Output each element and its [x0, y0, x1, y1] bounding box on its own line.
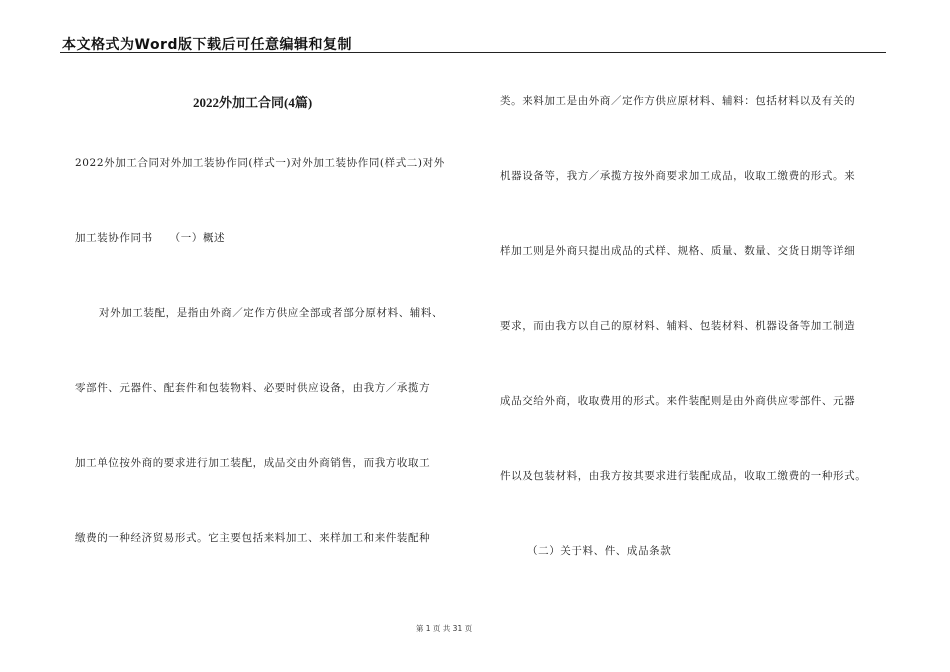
paragraph-line: 2022外加工合同对外加工装协作同(样式一)对外加工装协作同(样式二)对外	[75, 157, 445, 169]
paragraph-line: 类。来料加工是由外商／定作方供应原材料、辅料：包括材料以及有关的	[500, 95, 856, 107]
paragraph-line: 件以及包装材料，由我方按其要求进行装配成品，收取工缴费的一种形式。	[500, 470, 867, 482]
paragraph-line: 零部件、元器件、配套件和包装物料、必要时供应设备，由我方／承揽方	[75, 382, 431, 394]
document-header-banner: 本文格式为Word版下载后可任意编辑和复制	[62, 37, 352, 53]
paragraph-line: 加工装协作同书 （一）概述	[75, 232, 226, 244]
paragraph-line: 成品交给外商，收取费用的形式。来件装配则是由外商供应零部件、元器	[500, 395, 856, 407]
paragraph-line: 机器设备等，我方／承揽方按外商要求加工成品，收取工缴费的形式。来	[500, 170, 856, 182]
section-heading: （二）关于料、件、成品条款	[527, 545, 672, 557]
paragraph-line: 对外加工装配，是指由外商／定作方供应全部或者部分原材料、辅料、	[99, 307, 444, 319]
header-divider	[60, 52, 886, 53]
paragraph-line: 要求，而由我方以自己的原材料、辅料、包装材料、机器设备等加工制造	[500, 320, 856, 332]
page-number-footer: 第 1 页 共 31 页	[415, 624, 473, 633]
paragraph-line: 样加工则是外商只提出成品的式样、规格、质量、数量、交货日期等详细	[500, 245, 856, 257]
document-title: 2022外加工合同(4篇)	[193, 95, 313, 110]
paragraph-line: 加工单位按外商的要求进行加工装配，成品交由外商销售，而我方收取工	[75, 457, 431, 469]
paragraph-line: 缴费的一种经济贸易形式。它主要包括来料加工、来样加工和来件装配种	[75, 532, 431, 544]
